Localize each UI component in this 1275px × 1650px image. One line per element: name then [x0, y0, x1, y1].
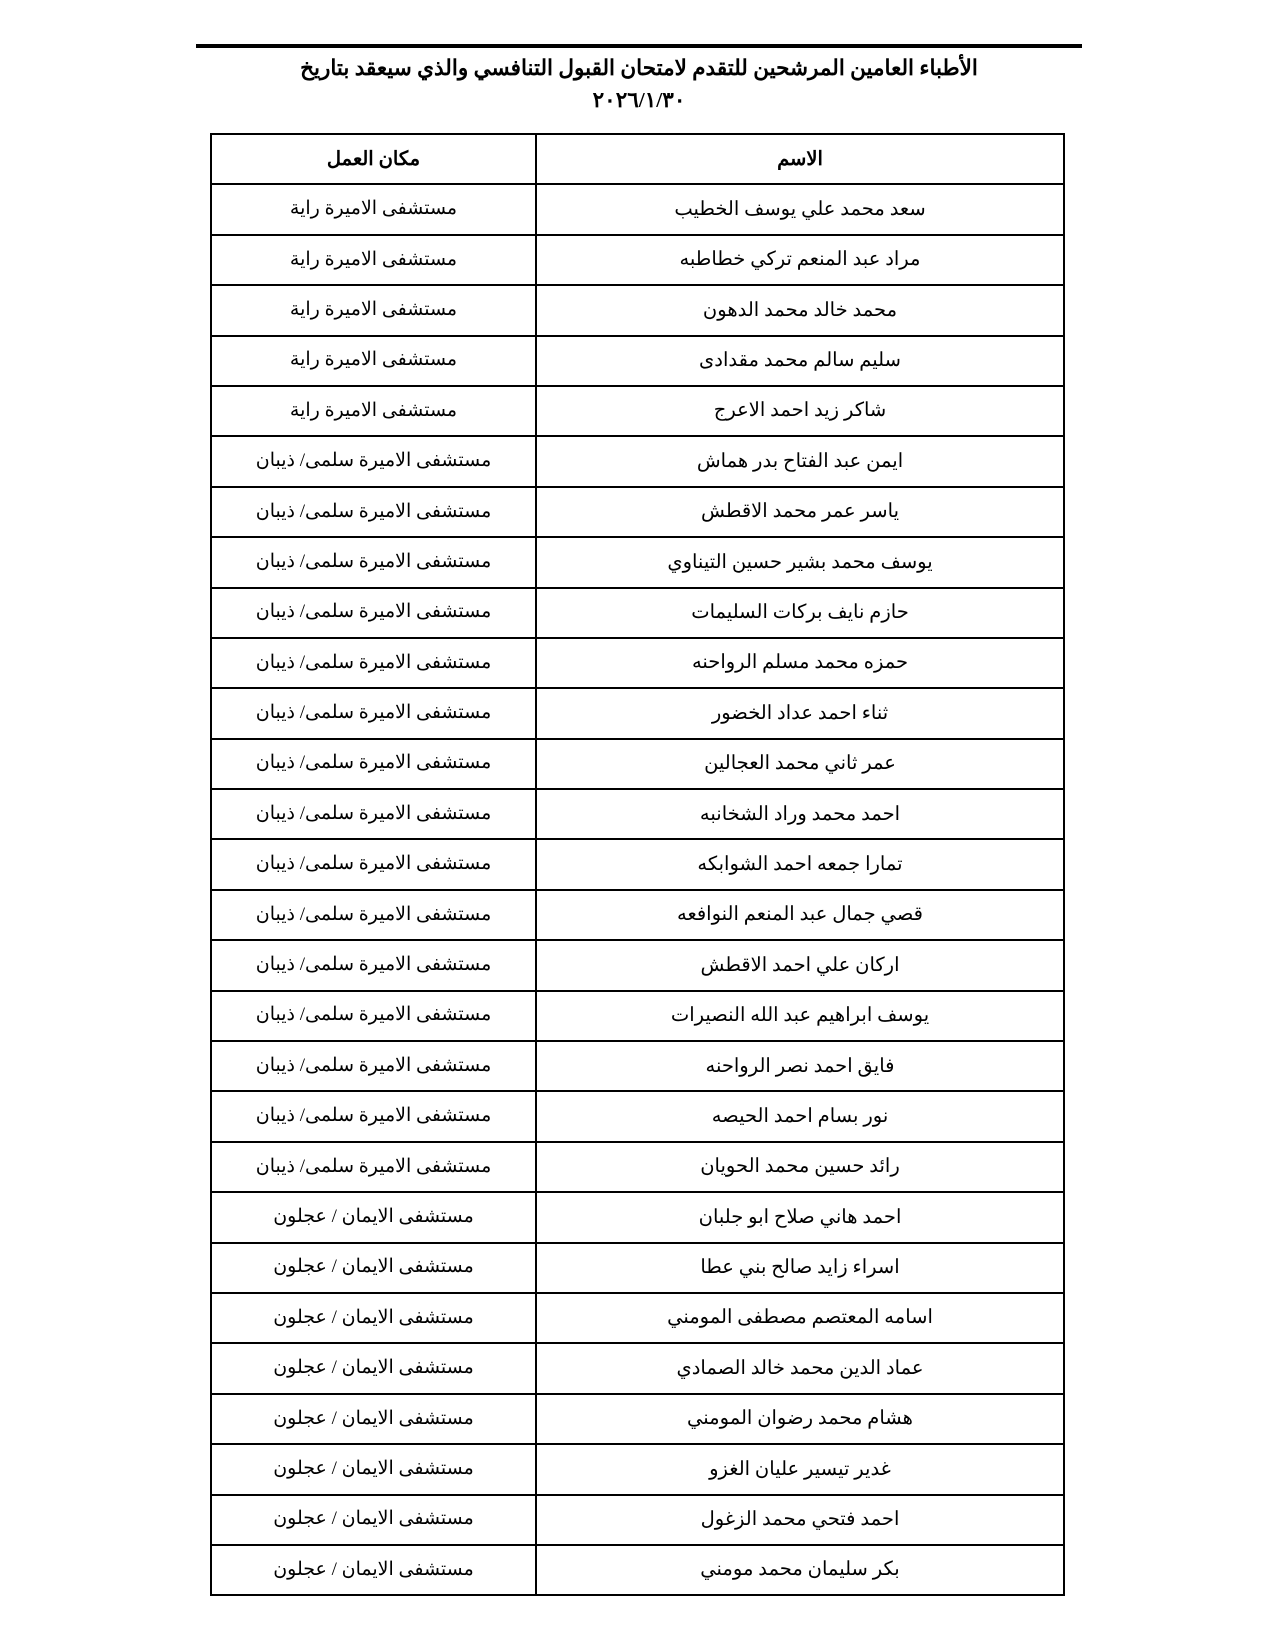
table-row [211, 991, 1064, 1041]
table-row [211, 537, 1064, 587]
table-row [211, 1142, 1064, 1192]
table-row [211, 1091, 1064, 1141]
candidate-name: يوسف ابراهيم عبد الله النصيرات [536, 991, 1064, 1041]
candidate-name: عماد الدين محمد خالد الصمادي [536, 1343, 1064, 1393]
candidate-workplace: مستشفى الاميرة راية [211, 386, 536, 436]
column-header-workplace: مكان العمل [211, 134, 536, 184]
exam-date: ٢٠٢٦/١/٣٠ [592, 88, 686, 113]
candidate-name: نور بسام احمد الحيصه [536, 1091, 1064, 1141]
table-header [211, 134, 1064, 184]
candidate-name: ياسر عمر محمد الاقطش [536, 487, 1064, 537]
table-row [211, 688, 1064, 738]
table-row [211, 184, 1064, 234]
table-header-row [211, 134, 1064, 184]
table-row [211, 940, 1064, 990]
candidate-workplace: مستشفى الاميرة سلمى/ ذيبان [211, 839, 536, 889]
table-row [211, 1293, 1064, 1343]
candidate-name: مراد عبد المنعم تركي خطاطبه [536, 235, 1064, 285]
candidate-workplace: مستشفى الاميرة سلمى/ ذيبان [211, 1091, 536, 1141]
table-row [211, 1243, 1064, 1293]
candidate-workplace: مستشفى الاميرة سلمى/ ذيبان [211, 789, 536, 839]
candidate-name: رائد حسين محمد الحويان [536, 1142, 1064, 1192]
candidate-name: سليم سالم محمد مقدادى [536, 336, 1064, 386]
candidate-workplace: مستشفى الايمان / عجلون [211, 1495, 536, 1545]
table-row [211, 1495, 1064, 1545]
candidate-name: اركان علي احمد الاقطش [536, 940, 1064, 990]
candidate-name: سعد محمد علي يوسف الخطيب [536, 184, 1064, 234]
candidate-workplace: مستشفى الايمان / عجلون [211, 1243, 536, 1293]
candidate-name: يوسف محمد بشير حسين التيناوي [536, 537, 1064, 587]
table-row [211, 436, 1064, 486]
table-row [211, 890, 1064, 940]
column-header-name: الاسم [536, 134, 1064, 184]
table-row [211, 1192, 1064, 1242]
table-row [211, 839, 1064, 889]
table-body [211, 184, 1064, 1595]
table-row [211, 789, 1064, 839]
candidate-name: ثناء احمد عداد الخضور [536, 688, 1064, 738]
table-row [211, 487, 1064, 537]
candidate-workplace: مستشفى الاميرة سلمى/ ذيبان [211, 940, 536, 990]
table-row [211, 285, 1064, 335]
candidate-workplace: مستشفى الايمان / عجلون [211, 1444, 536, 1494]
candidate-workplace: مستشفى الاميرة سلمى/ ذيبان [211, 537, 536, 587]
candidate-workplace: مستشفى الايمان / عجلون [211, 1293, 536, 1343]
candidate-workplace: مستشفى الاميرة راية [211, 235, 536, 285]
candidate-name: حمزه محمد مسلم الرواحنه [536, 638, 1064, 688]
candidate-workplace: مستشفى الاميرة سلمى/ ذيبان [211, 487, 536, 537]
candidate-name: اسراء زايد صالح بني عطا [536, 1243, 1064, 1293]
table-row [211, 1545, 1064, 1595]
candidate-name: ايمن عبد الفتاح بدر هماش [536, 436, 1064, 486]
candidate-name: احمد فتحي محمد الزغول [536, 1495, 1064, 1545]
table-row [211, 1394, 1064, 1444]
title-block [196, 52, 1082, 116]
table-row [211, 638, 1064, 688]
candidate-workplace: مستشفى الاميرة سلمى/ ذيبان [211, 1142, 536, 1192]
candidate-name: احمد محمد وراد الشخانبه [536, 789, 1064, 839]
candidate-name: تمارا جمعه احمد الشوابكه [536, 839, 1064, 889]
candidate-name: غدير تيسير عليان الغزو [536, 1444, 1064, 1494]
table-row [211, 1343, 1064, 1393]
candidate-name: قصي جمال عبد المنعم النوافعه [536, 890, 1064, 940]
candidate-workplace: مستشفى الاميرة سلمى/ ذيبان [211, 638, 536, 688]
table-row [211, 1041, 1064, 1091]
candidate-workplace: مستشفى الايمان / عجلون [211, 1394, 536, 1444]
table-row [211, 235, 1064, 285]
table-row [211, 1444, 1064, 1494]
candidate-name: شاكر زيد احمد الاعرج [536, 386, 1064, 436]
candidate-workplace: مستشفى الاميرة سلمى/ ذيبان [211, 890, 536, 940]
candidate-workplace: مستشفى الاميرة سلمى/ ذيبان [211, 688, 536, 738]
candidate-name: بكر سليمان محمد مومني [536, 1545, 1064, 1595]
table-row [211, 386, 1064, 436]
table-row [211, 336, 1064, 386]
candidate-workplace: مستشفى الاميرة سلمى/ ذيبان [211, 739, 536, 789]
table-row [211, 588, 1064, 638]
candidate-workplace: مستشفى الاميرة راية [211, 184, 536, 234]
candidate-name: احمد هاني صلاح ابو جلبان [536, 1192, 1064, 1242]
candidate-workplace: مستشفى الايمان / عجلون [211, 1545, 536, 1595]
candidate-name: هشام محمد رضوان المومني [536, 1394, 1064, 1444]
candidate-name: عمر ثاني محمد العجالين [536, 739, 1064, 789]
page-title: الأطباء العامين المرشحين للتقدم لامتحان القبول التنافسي والذي سيعقد بتاريخ [300, 56, 978, 80]
candidates-table [210, 133, 1065, 1596]
header-divider-rule [196, 44, 1082, 48]
candidate-workplace: مستشفى الاميرة سلمى/ ذيبان [211, 588, 536, 638]
candidate-name: حازم نايف بركات السليمات [536, 588, 1064, 638]
candidate-name: اسامه المعتصم مصطفى المومني [536, 1293, 1064, 1343]
candidate-workplace: مستشفى الاميرة سلمى/ ذيبان [211, 991, 536, 1041]
candidate-workplace: مستشفى الاميرة راية [211, 336, 536, 386]
candidate-workplace: مستشفى الاميرة سلمى/ ذيبان [211, 436, 536, 486]
candidate-workplace: مستشفى الايمان / عجلون [211, 1343, 536, 1393]
candidate-name: محمد خالد محمد الدهون [536, 285, 1064, 335]
candidate-workplace: مستشفى الايمان / عجلون [211, 1192, 536, 1242]
candidate-workplace: مستشفى الاميرة سلمى/ ذيبان [211, 1041, 536, 1091]
candidate-workplace: مستشفى الاميرة راية [211, 285, 536, 335]
candidate-name: فايق احمد نصر الرواحنه [536, 1041, 1064, 1091]
table-row [211, 739, 1064, 789]
